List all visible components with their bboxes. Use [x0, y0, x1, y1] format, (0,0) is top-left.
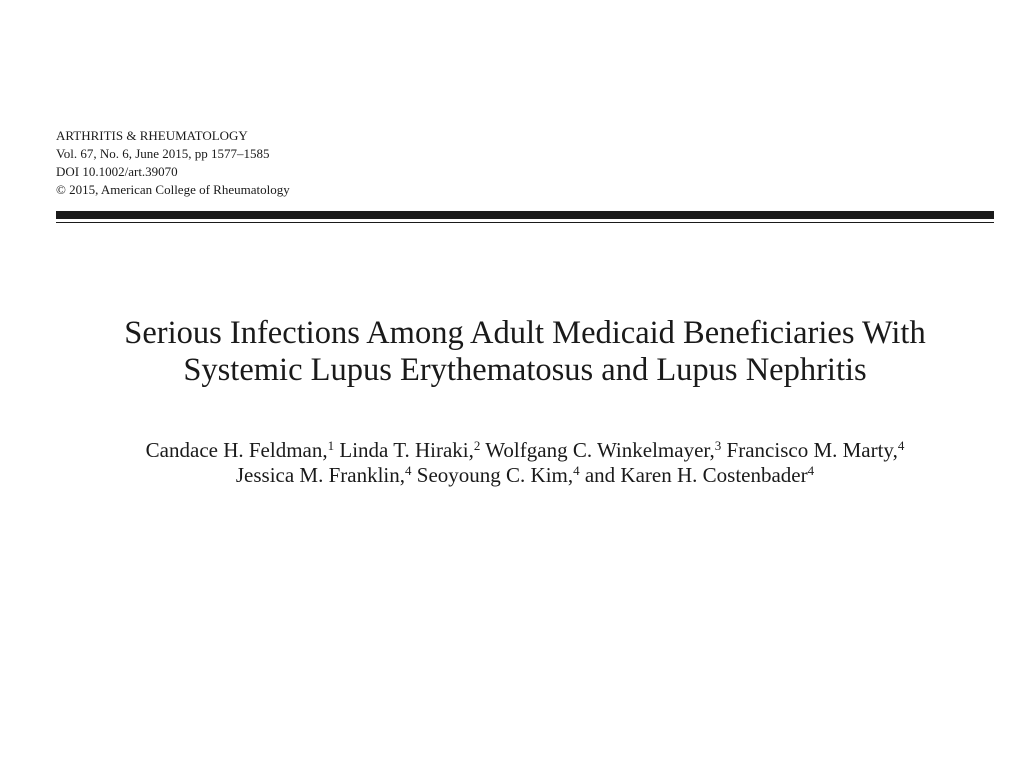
author-name: Jessica M. Franklin, [235, 463, 406, 487]
article-title-line-2: Systemic Lupus Erythematosus and Lupus Nephritis [183, 352, 867, 388]
author-name: Francisco M. Marty, [726, 438, 898, 462]
header-rule-thin [56, 222, 994, 223]
author-name: Wolfgang C. Winkelmayer, [485, 438, 715, 462]
author-affiliation: 4 [807, 463, 815, 478]
author-affiliation: 4 [573, 463, 580, 478]
author-list [56, 438, 994, 488]
author-name: Linda T. Hiraki, [339, 438, 474, 462]
author-name: and Karen H. Costenbader [584, 463, 808, 487]
author-name: Candace H. Feldman, [145, 438, 328, 462]
article-title [56, 315, 994, 389]
journal-doi: DOI 10.1002/art.39070 [56, 164, 178, 179]
author-affiliation: 3 [714, 438, 722, 453]
author-affiliation: 4 [405, 463, 412, 478]
journal-copyright: © 2015, American College of Rheumatology [56, 182, 290, 197]
author-line-2 [56, 463, 994, 488]
author-affiliation: 1 [327, 438, 335, 453]
author-name: Seoyoung C. Kim, [416, 463, 574, 487]
author-affiliation: 2 [473, 438, 481, 453]
article-title-line-1: Serious Infections Among Adult Medicaid Beneficiaries With [124, 315, 926, 351]
journal-volume-issue: Vol. 67, No. 6, June 2015, pp 1577–1585 [56, 146, 270, 161]
author-line-1 [56, 438, 994, 463]
journal-name: ARTHRITIS & RHEUMATOLOGY [56, 128, 248, 143]
journal-header [56, 127, 290, 199]
author-affiliation: 4 [897, 438, 905, 453]
header-rule-thick [56, 211, 994, 219]
